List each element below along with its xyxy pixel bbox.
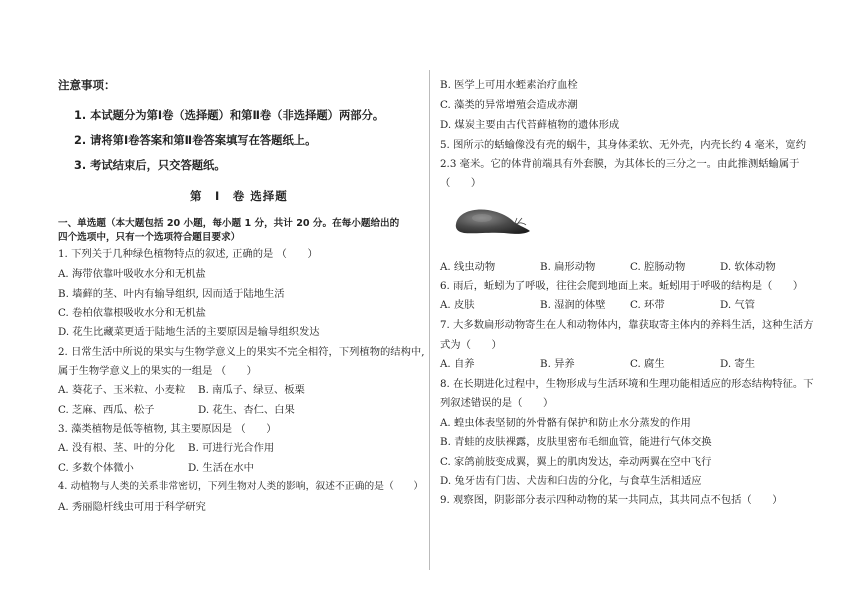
column-divider xyxy=(429,70,430,570)
q6-option-d: D. 气管 xyxy=(720,299,756,311)
q6-option-a: A. 皮肤 xyxy=(440,299,475,311)
q5-option-d: D. 软体动物 xyxy=(720,261,776,273)
slug-image xyxy=(452,202,532,240)
q8-option-b: B. 青蛙的皮肤裸露，皮肤里密布毛细血管，能进行气体交换 xyxy=(440,436,712,448)
q7-stem-line1: 7. 大多数扁形动物寄生在人和动物体内，靠获取寄主体内的养料生活，这种生活方 xyxy=(440,319,814,331)
q1-option-b: B. 墙藓的茎、叶内有输导组织, 因而适于陆地生活 xyxy=(58,288,285,300)
q4-option-c: C. 藻类的异常增殖会造成赤潮 xyxy=(440,99,578,111)
q4-option-b: B. 医学上可用水蛭素治疗血栓 xyxy=(440,79,578,91)
q1-stem: 1. 下列关于几种绿色植物特点的叙述, 正确的是 （ ） xyxy=(58,248,318,260)
q5-stem-line3: （ ） xyxy=(440,177,482,189)
q8-stem-line1: 8. 在长期进化过程中，生物形成与生活环境和生理功能相适应的形态结构特征。下 xyxy=(440,378,814,390)
q3-stem: 3. 藻类植物是低等植物, 其主要原因是 （ ） xyxy=(58,423,277,435)
q3-option-c: C. 多数个体微小 xyxy=(58,462,134,474)
q2-stem-line1: 2. 日常生活中所说的果实与生物学意义上的果实不完全相符，下列植物的结构中, xyxy=(58,346,425,358)
q7-option-a: A. 自养 xyxy=(440,358,475,370)
q8-option-d: D. 兔牙齿有门齿、犬齿和臼齿的分化，与食草生活相适应 xyxy=(440,475,702,487)
q6-stem: 6. 雨后，蚯蚓为了呼吸，往往会爬到地面上来。蚯蚓用于呼吸的结构是（ ） xyxy=(440,280,804,292)
q4-option-d: D. 煤炭主要由古代苔藓植物的遗体形成 xyxy=(440,119,620,131)
q7-option-b: B. 异养 xyxy=(540,358,575,370)
q7-option-d: D. 寄生 xyxy=(720,358,756,370)
q2-option-d: D. 花生、杏仁、白果 xyxy=(198,404,295,416)
q8-option-a: A. 蝗虫体表坚韧的外骨骼有保护和防止水分蒸发的作用 xyxy=(440,417,691,429)
q2-option-c: C. 芝麻、西瓜、松子 xyxy=(58,404,155,416)
q5-option-a: A. 线虫动物 xyxy=(440,261,496,273)
q1-option-d: D. 花生比藏菜更适于陆地生活的主要原因是输导组织发达 xyxy=(58,326,320,338)
q9-stem: 9. 观察图，阴影部分表示四种动物的某一共同点，其共同点不包括（ ） xyxy=(440,494,783,506)
notice-item-1: 1. 本试题分为第Ⅰ卷（选择题）和第Ⅱ卷（非选择题）两部分。 xyxy=(74,109,385,122)
q8-option-c: C. 家鸽前肢变成翼，翼上的肌肉发达，牵动两翼在空中飞行 xyxy=(440,456,712,468)
q3-option-a: A. 没有根、茎、叶的分化 xyxy=(58,442,175,454)
q5-stem-line2: 2.3 毫米。它的体背前端具有外套膜，为其体长的三分之一。由此推测蛞蝓属于 xyxy=(440,158,800,170)
q7-stem-line2: 式为（ ） xyxy=(440,339,502,351)
q4-option-a: A. 秀丽隐杆线虫可用于科学研究 xyxy=(58,501,206,513)
q5-option-b: B. 扁形动物 xyxy=(540,261,596,273)
q1-option-a: A. 海带依靠叶吸收水分和无机盐 xyxy=(58,268,206,280)
notice-title: 注意事项： xyxy=(58,78,116,92)
part1-title: 第 Ⅰ 卷 选择题 xyxy=(190,189,288,203)
q2-stem-line2: 属于生物学意义上的果实的一组是 （ ） xyxy=(58,365,257,377)
q6-option-b: B. 湿润的体壁 xyxy=(540,299,606,311)
notice-item-3: 3. 考试结束后，只交答题纸。 xyxy=(74,159,226,172)
section1-line2: 四个选项中，只有一个选项符合题目要求） xyxy=(58,232,241,243)
section1-line1: 一、单选题（本大题包括 20 小题，每小题 1 分，共计 20 分。在每小题给出的 xyxy=(58,218,400,229)
q5-option-c: C. 腔肠动物 xyxy=(630,261,686,273)
q7-option-c: C. 腐生 xyxy=(630,358,665,370)
q5-stem-line1: 5. 图所示的蛞蝓像没有壳的蜗牛，其身体柔软、无外壳，内壳长约 4 毫米，宽约 xyxy=(440,139,806,151)
q3-option-d: D. 生活在水中 xyxy=(188,462,254,474)
q4-stem: 4. 动植物与人类的关系非常密切，下列生物对人类的影响，叙述不正确的是（ ） xyxy=(58,481,424,492)
notice-item-2: 2. 请将第Ⅰ卷答案和第Ⅱ卷答案填写在答题纸上。 xyxy=(74,134,317,147)
q8-stem-line2: 列叙述错误的是（ ） xyxy=(440,397,554,409)
q2-option-b: B. 南瓜子、绿豆、板栗 xyxy=(198,384,305,396)
q1-option-c: C. 卷柏依靠根吸收水分和无机盐 xyxy=(58,307,206,319)
q3-option-b: B. 可进行光合作用 xyxy=(188,442,275,454)
q2-option-a: A. 葵花子、玉米粒、小麦粒 xyxy=(58,384,186,396)
q6-option-c: C. 环带 xyxy=(630,299,665,311)
